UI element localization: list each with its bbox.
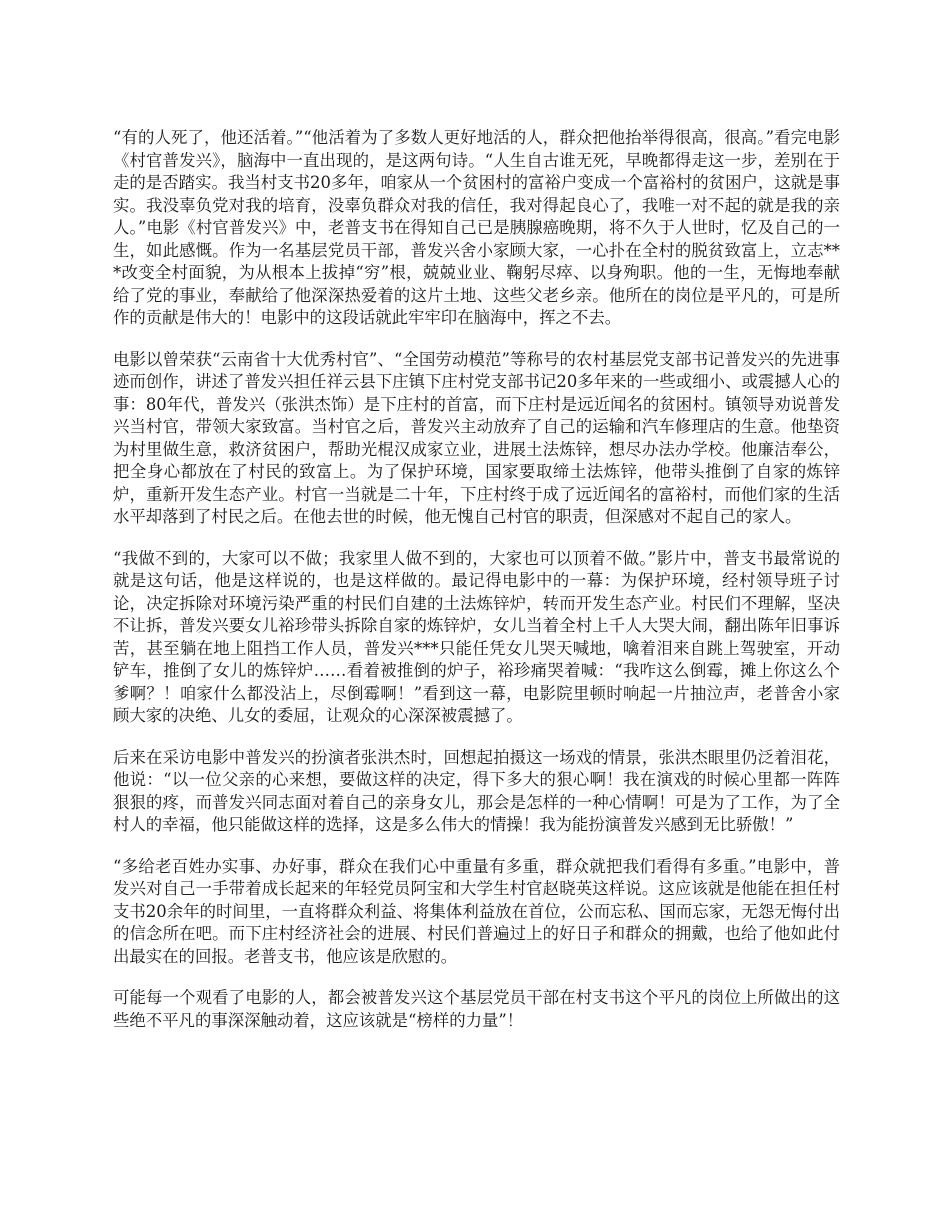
paragraph-6: 可能每一个观看了电影的人，都会被普发兴这个基层党员干部在村支书这个平凡的岗位上所做出的这些绝不平凡的事深深触动着，这应该就是“榜样的力量”！ bbox=[113, 988, 840, 1030]
paragraph-3: “我做不到的，大家可以不做；我家里人做不到的，大家也可以顶着不做。”影片中，普支书最常说的就是这句话，他是这样说的，也是这样做的。最记得电影中的一幕：为保护环境，经村领导班子讨论，决定拆除对环境污染严重的村民们自建的土法炼锌炉，转而开发生态产业。村民们不理解，坚决不让拆，普发兴要女儿裕珍带头拆除自家的炼锌炉，女儿当着全村上千人大哭大闹，翻出陈年旧事诉苦，甚至躺在地上阻挡工作人员，普发兴***只能任凭女儿哭天喊地，噙着泪来自跳上驾驶室，开动铲车，推倒了女儿的炼锌炉……看着被推倒的炉子，裕珍痛哭着喊：“我咋这么倒霉，摊上你这么个爹啊？！咱家什么都没沾上，尽倒霉啊！”看到这一幕，电影院里顿时响起一片抽泣声，老普舍小家顾大家的决绝、儿女的委屈，让观众的心深深被震撼了。 bbox=[113, 548, 840, 725]
paragraph-4: 后来在采访电影中普发兴的扮演者张洪杰时，回想起拍摄这一场戏的情景，张洪杰眼里仍泛着泪花，他说：“以一位父亲的心来想，要做这样的决定，得下多大的狠心啊！我在演戏的时候心里都一阵阵狠狠的疼，而普发兴同志面对着自己的亲身女儿，那会是怎样的一种心情啊！可是为了工作，为了全村人的幸福，他只能做这样的选择，这是多么伟大的情操！我为能扮演普发兴感到无比骄傲！” bbox=[113, 747, 840, 834]
paragraph-5: “多给老百姓办实事、办好事，群众在我们心中重量有多重，群众就把我们看得有多重。”电影中，普发兴对自己一手带着成长起来的年轻党员阿宝和大学生村官赵晓英这样说。这应该就是他能在担任村支书20余年的时间里，一直将群众利益、将集体利益放在首位，公而忘私、国而忘家，无怨无悔付出的信念所在吧。而下庄村经济社会的进展、村民们普遍过上的好日子和群众的拥戴，也给了他如此付出最实在的回报。老普支书，他应该是欣慰的。 bbox=[113, 856, 840, 966]
paragraph-2: 电影以曾荣获“云南省十大优秀村官”、“全国劳动模范”等称号的农村基层党支部书记普发兴的先进事迹而创作，讲述了普发兴担任祥云县下庄镇下庄村党支部书记20多年来的一些或细小、或震撼人心的事：80年代，普发兴（张洪杰饰）是下庄村的首富，而下庄村是远近闻名的贫困村。镇领导劝说普发兴当村官，带领大家致富。当村官之后，普发兴主动放弃了自己的运输和汽车修理店的生意。他垫资为村里做生意，救济贫困户，帮助光棍汉成家立业，进展土法炼锌，想尽办法办学校。他廉洁奉公，把全身心都放在了村民的致富上。为了保护环境，国家要取缔土法炼锌，他带头推倒了自家的炼锌炉，重新开发生态产业。村官一当就是二十年，下庄村终于成了远近闻名的富裕村，而他们家的生活水平却落到了村民之后。在他去世的时候，他无愧自己村官的职责，但深感对不起自己的家人。 bbox=[113, 349, 840, 526]
document-body bbox=[113, 127, 840, 1051]
paragraph-1: “有的人死了，他还活着。”“他活着为了多数人更好地活的人，群众把他抬举得很高，很高。”看完电影《村官普发兴》，脑海中一直出现的，是这两句诗。“人生自古谁无死，早晚都得走这一步，差别在于走的是否踏实。我当村支书20多年，咱家从一个贫困村的富裕户变成一个富裕村的贫困户，这就是事实。我没辜负党对我的培育，没辜负群众对我的信任，我对得起良心了，我唯一对不起的就是我的亲人。”电影《村官普发兴》中，老普支书在得知自己已是胰腺癌晚期，将不久于人世时，忆及自己的一生，如此感慨。作为一名基层党员干部，普发兴舍小家顾大家，一心扑在全村的脱贫致富上，立志***改变全村面貌，为从根本上拔掉“穷”根，兢兢业业、鞠躬尽瘁、以身殉职。他的一生，无悔地奉献给了党的事业，奉献给了他深深热爱着的这片土地、这些父老乡亲。他所在的岗位是平凡的，可是所作的贡献是伟大的！电影中的这段话就此牢牢印在脑海中，挥之不去。 bbox=[113, 128, 840, 327]
